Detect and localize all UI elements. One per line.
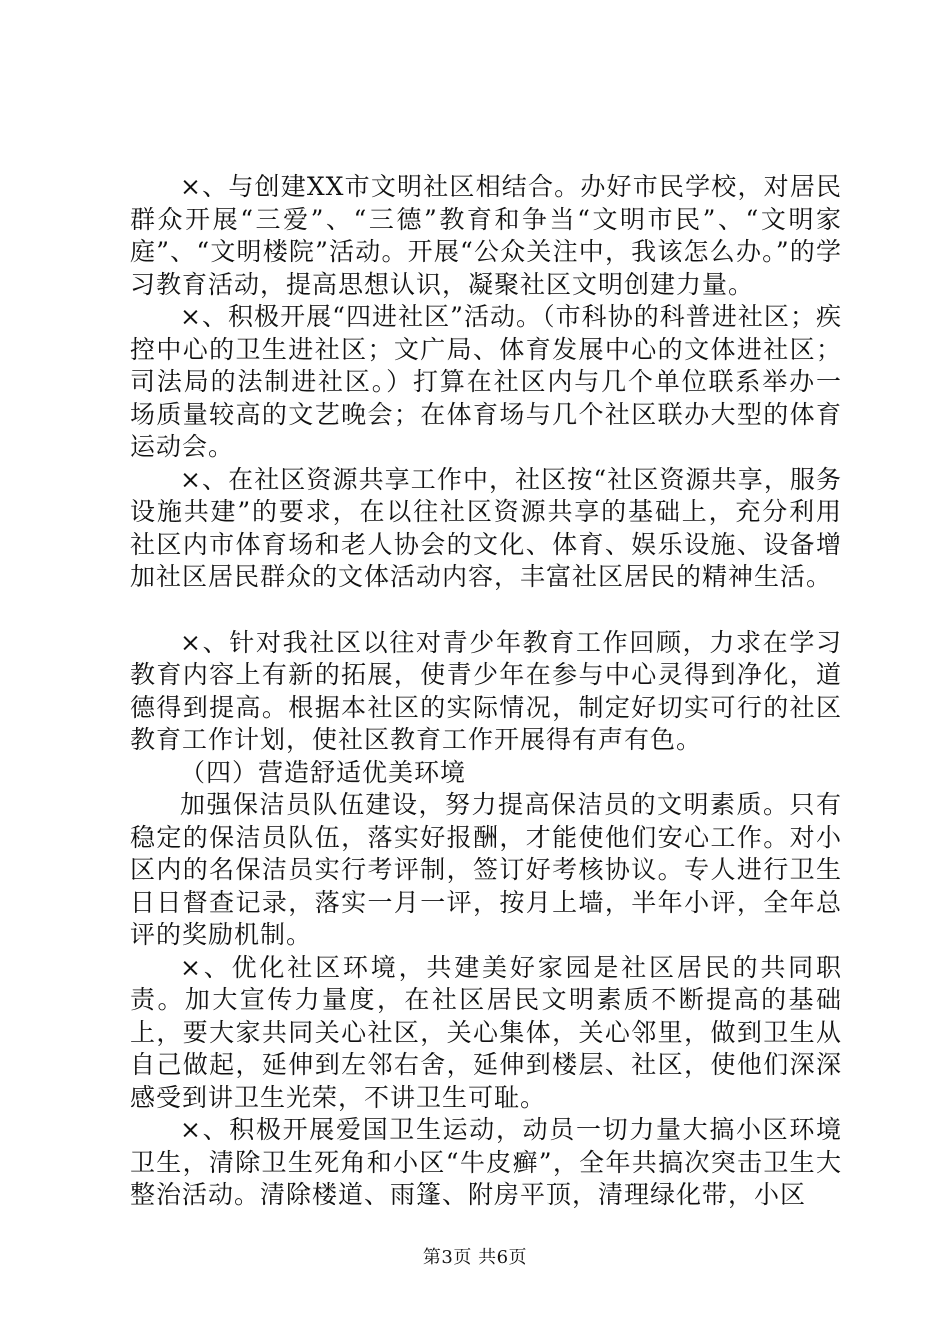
paragraph-optimize-environment: ×、优化社区环境，共建美好家园是社区居民的共同职责。加大宣传力量度，在社区居民文明素质不断提高的基础上，要大家共同关心社区，关心集体，关心邻里，做到卫生从自己做起，延伸到左邻右舍，延伸到楼层、社区，使他们深深感受到讲卫生光荣，不讲卫生可耻。 — [130, 952, 842, 1112]
paragraph-youth-education: ×、针对我社区以往对青少年教育工作回顾，力求在学习教育内容上有新的拓展，使青少年在参与中心灵得到净化，道德得到提高。根据本社区的实际情况，制定好切实可行的社区教育工作计划，使社区教育工作开展得有声有色。 — [130, 627, 842, 754]
page-number-footer: 第3页 共6页 — [422, 1247, 528, 1268]
paragraph-four-into-community: ×、积极开展“四进社区”活动。（市科协的科普进社区；疾控中心的卫生进社区；文广局、体育发展中心的文体进社区；司法局的法制进社区。）打算在社区内与几个单位联系举办一场质量较高的文艺晚会；在体育场与几个社区联办大型的体育运动会。 — [130, 302, 842, 461]
paragraph-cleaner-team: 加强保洁员队伍建设，努力提高保洁员的文明素质。只有稳定的保洁员队伍，落实好报酬，才能使他们安心工作。对小区内的名保洁员实行考评制，签订好考核协议。专人进行卫生日日督查记录，落实一月一评，按月上墙，半年小评，全年总评的奖励机制。 — [130, 790, 842, 949]
document-body — [130, 171, 842, 1212]
section-heading-environment: （四）营造舒适优美环境 — [180, 757, 467, 787]
paragraph-resource-sharing: ×、在社区资源共享工作中，社区按“社区资源共享，服务设施共建”的要求，在以往社区资源共享的基础上，充分利用社区内市体育场和老人协会的文化、体育、娱乐设施、设备增加社区居民群众的文体活动内容，丰富社区居民的精神生活。 — [130, 464, 842, 591]
paragraph-patriotic-health: ×、积极开展爱国卫生运动，动员一切力量大搞小区环境卫生，清除卫生死角和小区“牛皮癣”，全年共搞次突击卫生大整治活动。清除楼道、雨篷、附房平顶，清理绿化带，小区 — [130, 1115, 842, 1209]
paragraph-civilized-community: ×、与创建XX市文明社区相结合。办好市民学校，对居民群众开展“三爱”、“三德”教育和争当“文明市民”、“文明家庭”、“文明楼院”活动。开展“公众关注中，我该怎么办。”的学习教育活动，提高思想认识，凝聚社区文明创建力量。 — [130, 172, 842, 299]
